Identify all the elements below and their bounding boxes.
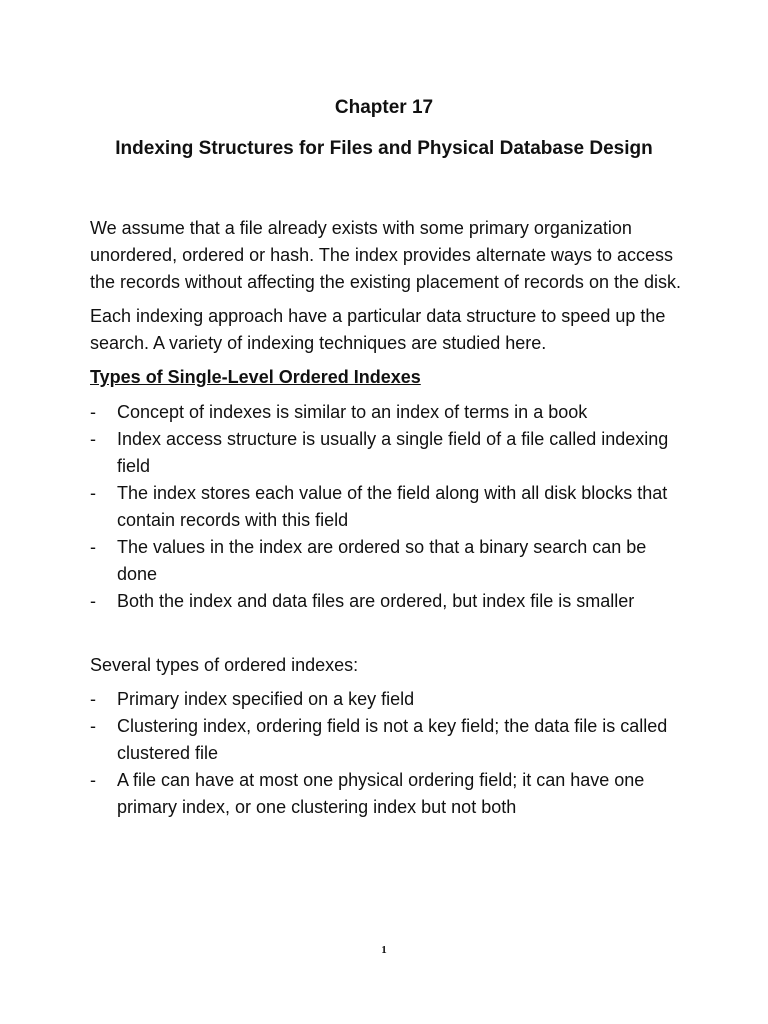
list-item	[90, 534, 690, 588]
chapter-title: Indexing Structures for Files and Physical Database Design	[115, 138, 653, 159]
list-item-text: Both the index and data files are ordered, but index file is smaller	[117, 591, 635, 611]
dash-bullet: -	[90, 483, 96, 503]
list-item-text: Index access structure is usually a single field of a file called indexing field	[117, 429, 669, 476]
list-item	[90, 399, 690, 426]
ordered-indexes-list	[90, 686, 690, 821]
list-item-text: Primary index specified on a key field	[117, 689, 415, 709]
list-item-text: The values in the index are ordered so that a binary search can be done	[117, 537, 647, 584]
dash-bullet: -	[90, 770, 96, 790]
list-item-text: Clustering index, ordering field is not a key field; the data file is called clustered file	[117, 716, 668, 763]
title-block	[0, 94, 768, 162]
dash-bullet: -	[90, 689, 96, 709]
spacer	[90, 615, 690, 652]
content-body	[90, 215, 690, 821]
index-types-list	[90, 399, 690, 615]
dash-bullet: -	[90, 716, 96, 736]
intro-paragraph-1: We assume that a file already exists with some primary organization unordered, ordered or hash. The index provides alternate ways to access the records without affecting the existing placement of records on the disk.	[90, 218, 681, 292]
list-item	[90, 767, 690, 821]
dash-bullet: -	[90, 429, 96, 449]
section-heading: Types of Single-Level Ordered Indexes	[90, 367, 421, 387]
list-item-text: The index stores each value of the field along with all disk blocks that contain records with this field	[117, 483, 668, 530]
dash-bullet: -	[90, 537, 96, 557]
list-item	[90, 426, 690, 480]
list-item	[90, 686, 690, 713]
list-item	[90, 588, 690, 615]
page-number: 1	[381, 944, 387, 956]
list-item-text: Concept of indexes is similar to an index of terms in a book	[117, 402, 588, 422]
list-item	[90, 713, 690, 767]
list-item	[90, 480, 690, 534]
list-item-text: A file can have at most one physical ordering field; it can have one primary index, or one clustering index but not both	[117, 770, 645, 817]
chapter-label: Chapter 17	[334, 97, 434, 118]
dash-bullet: -	[90, 591, 96, 611]
ordered-indexes-intro: Several types of ordered indexes:	[90, 655, 359, 675]
intro-paragraph-2: Each indexing approach have a particular data structure to speed up the search. A variety of indexing techniques are studied here.	[90, 306, 666, 353]
dash-bullet: -	[90, 402, 96, 422]
